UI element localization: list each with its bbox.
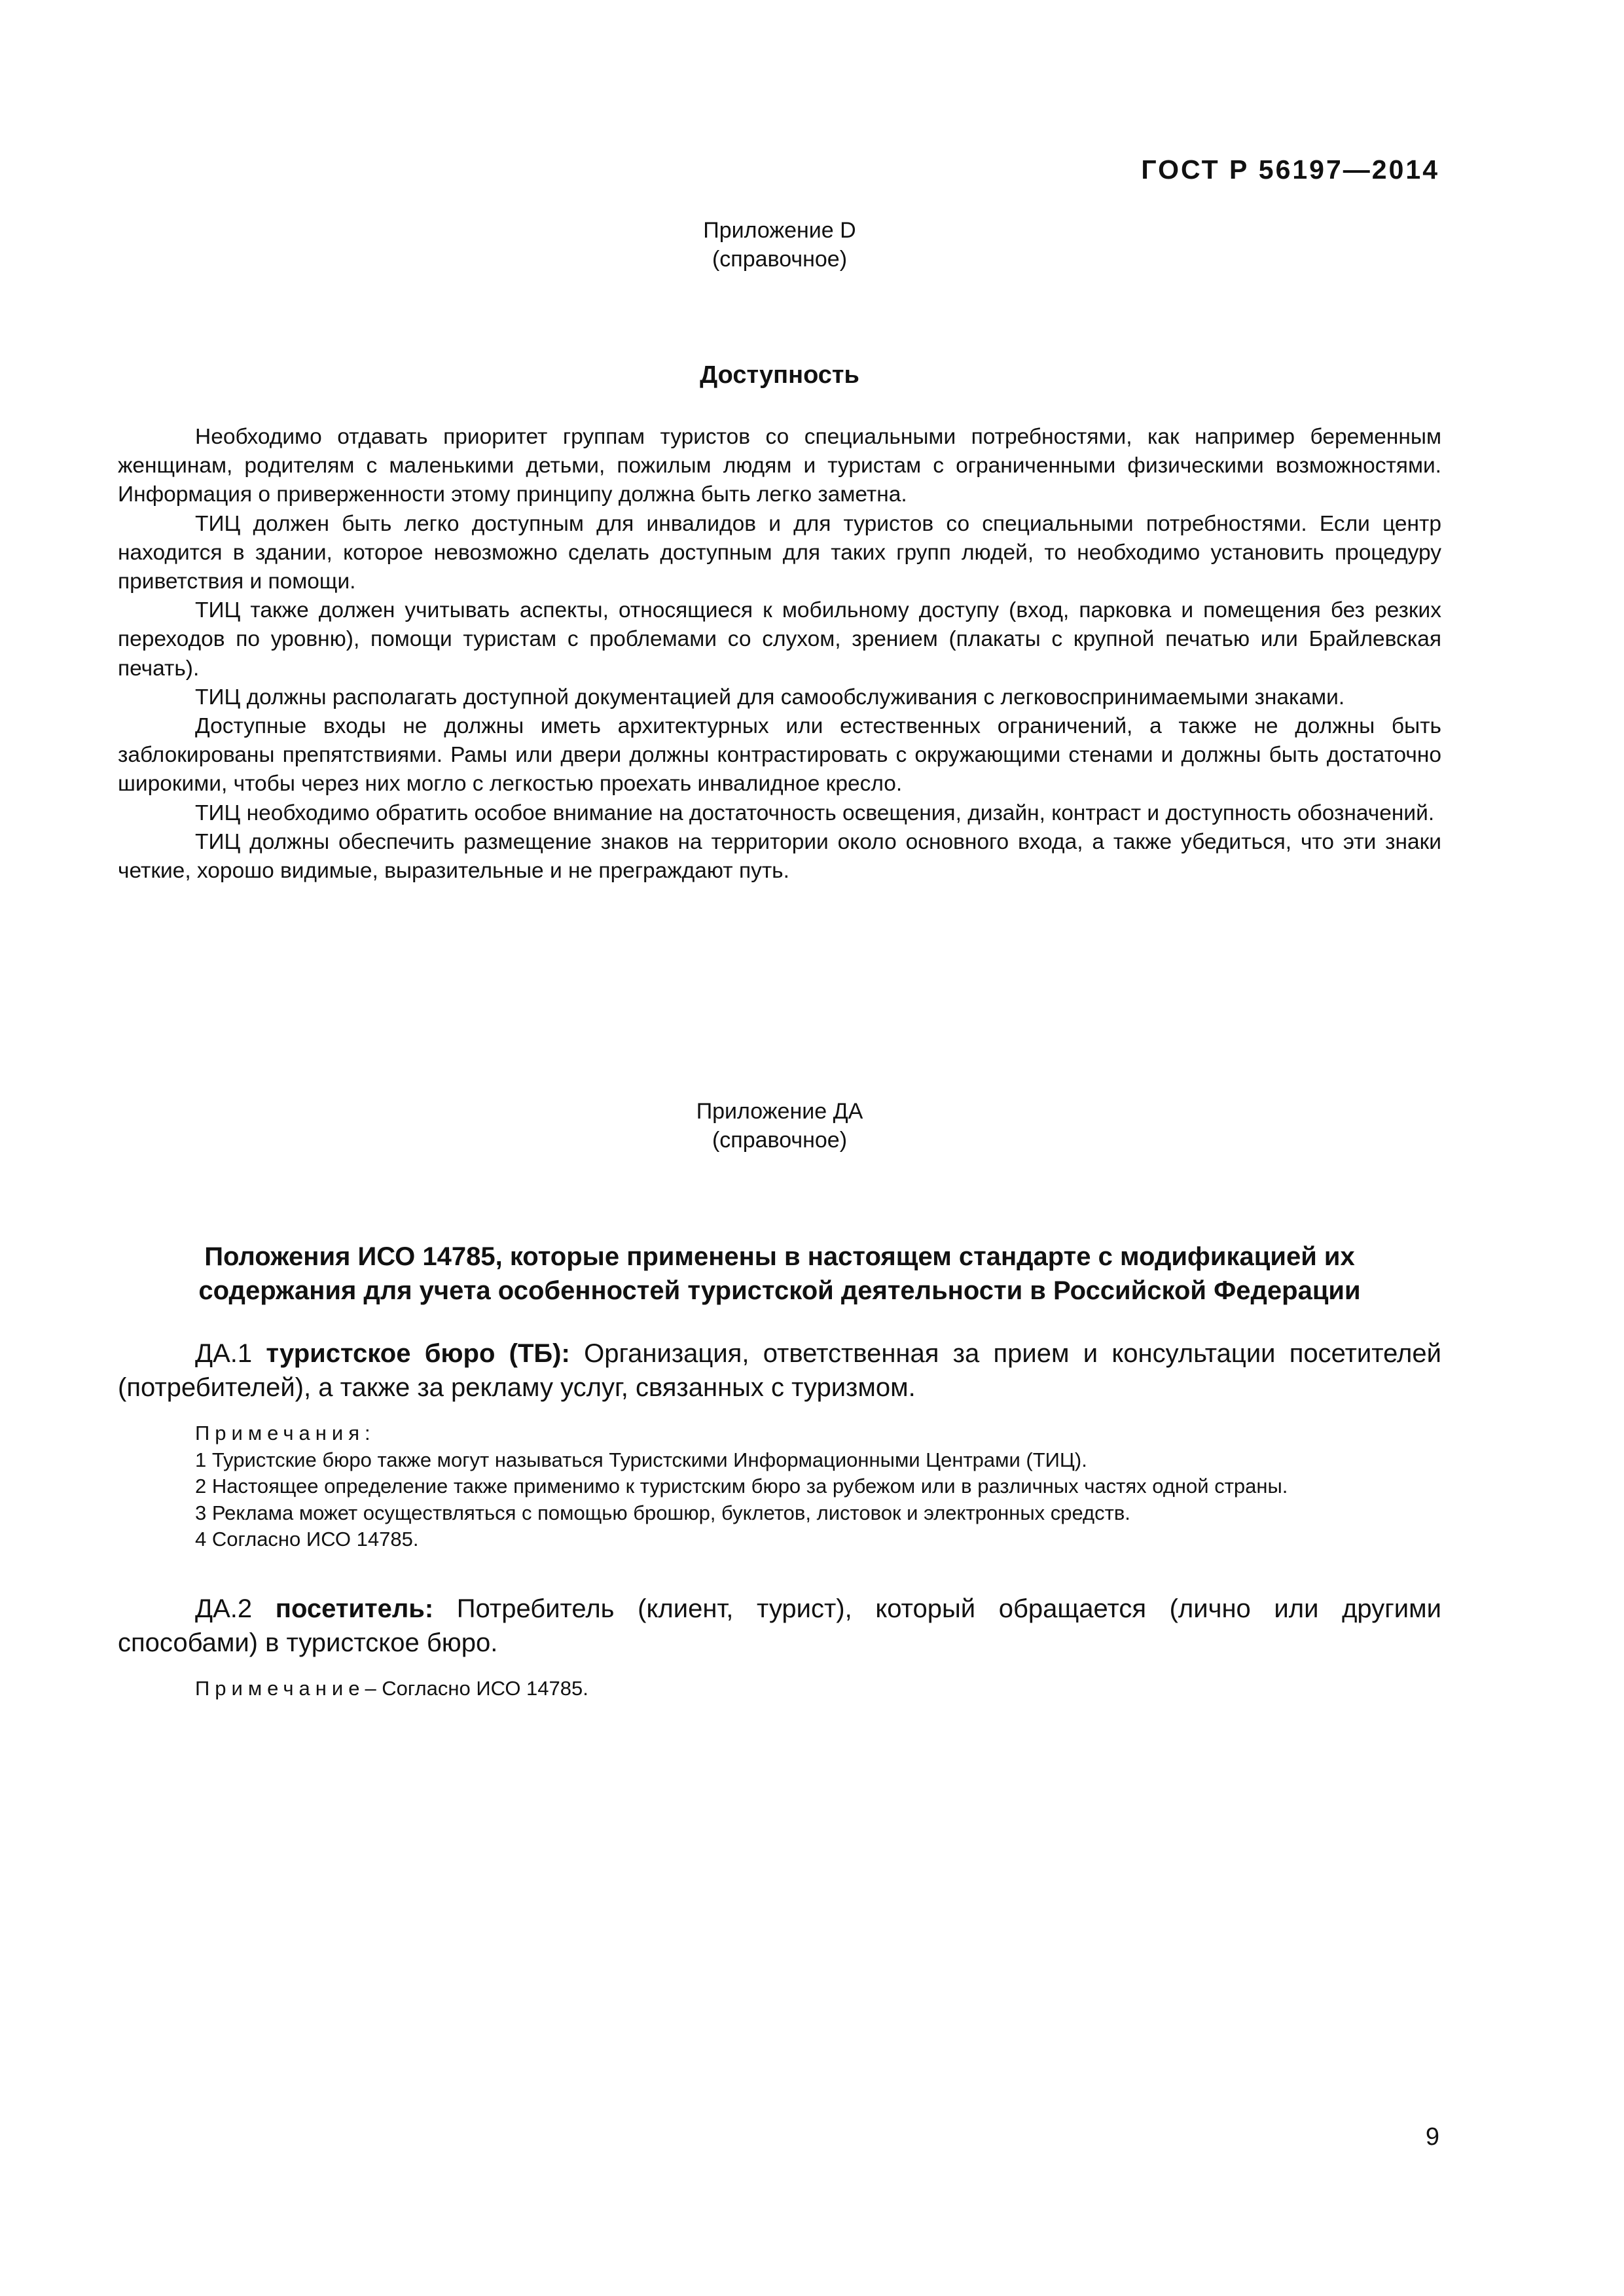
paragraph: ТИЦ должен быть легко доступным для инвалидов и для туристов со специальными потребностями. Если центр находится в здании, которое невозможно сделать доступным для таких групп людей, то необходимо установить процедуру приветствия и помощи. (118, 511, 1441, 594)
standard-code: ГОСТ Р 56197—2014 (1141, 154, 1439, 185)
definition-text: Потребитель (клиент, турист), который обращается (лично или другими способами) в туристское бюро. (118, 1594, 1441, 1657)
paragraph: ТИЦ необходимо обратить особое внимание на достаточность освещения, дизайн, контраст и доступность обозначений. (195, 800, 1435, 825)
page-number: 9 (1425, 2123, 1439, 2151)
note-text: – Согласно ИСО 14785. (365, 1677, 588, 1700)
note-item: 2 Настоящее определение также применимо к туристским бюро за рубежом или в различных частях одной страны. (195, 1475, 1288, 1498)
paragraph: ТИЦ должны располагать доступной документацией для самообслуживания с легковоспринимаемыми знаками. (195, 685, 1345, 709)
note-item: 1 Туристские бюро также могут называться Туристскими Информационными Центрами (ТИЦ). (195, 1448, 1087, 1471)
paragraph: ТИЦ должны обеспечить размещение знаков на территории около основного входа, а также убедиться, что эти знаки четкие, хорошо видимые, выразительные и не преграждают путь. (118, 829, 1441, 884)
appendix-da-title: Приложение ДА (696, 1099, 863, 1124)
definition-number: ДА.1 (195, 1339, 253, 1368)
note-item: 4 Согласно ИСО 14785. (195, 1528, 419, 1551)
paragraph: Доступные входы не должны иметь архитектурных или естественных ограничений, а также не должны быть заблокированы препятствиями. Рамы или двери должны контрастировать с окружающими стенами и должны быть достаточно широкими, чтобы через них могло с легкостью проехать инвалидное кресло. (118, 714, 1441, 797)
paragraph: Необходимо отдавать приоритет группам туристов со специальными потребностями, как например беременным женщинам, родителям с маленькими детьми, пожилым людям и туристам с ограниченными физическими возможностями. Информация о приверженности этому принципу должна быть легко заметна. (118, 425, 1441, 507)
definition-number: ДА.2 (195, 1594, 253, 1623)
notes-block (118, 1420, 1441, 1553)
appendix-da-subtitle: (справочное) (712, 1128, 848, 1153)
definition-text: Организация, ответственная за прием и консультации посетителей (потребителей), а также за рекламу услуг, связанных с туризмом. (118, 1339, 1441, 1402)
note-label: Примечание (195, 1677, 365, 1700)
definition-term: посетитель: (275, 1594, 434, 1623)
appendix-d-body (118, 423, 1441, 886)
notes-label: Примечания: (195, 1422, 376, 1444)
appendix-da-heading-line2: содержания для учета особенностей туристской деятельности в Российской Федерации (198, 1276, 1361, 1305)
note-item: 3 Реклама может осуществляться с помощью брошюр, буклетов, листовок и электронных средств. (195, 1501, 1130, 1524)
paragraph: ТИЦ также должен учитывать аспекты, относящиеся к мобильному доступу (вход, парковка и помещения без резких переходов по уровню), помощи туристам с проблемами со слухом, зрением (плакаты с крупной печатью или Брайлевская печать). (118, 598, 1441, 681)
note-da2 (118, 1676, 1441, 1702)
appendix-d-heading: Доступность (700, 361, 859, 389)
definition-da1 (118, 1336, 1441, 1405)
appendix-da-heading-line1: Положения ИСО 14785, которые применены в настоящем стандарте с модификацией их (204, 1242, 1355, 1271)
appendix-d-subtitle: (справочное) (712, 247, 848, 272)
definition-da2 (118, 1592, 1441, 1660)
definition-term: туристское бюро (ТБ): (266, 1339, 570, 1368)
appendix-d-title: Приложение D (703, 218, 856, 243)
